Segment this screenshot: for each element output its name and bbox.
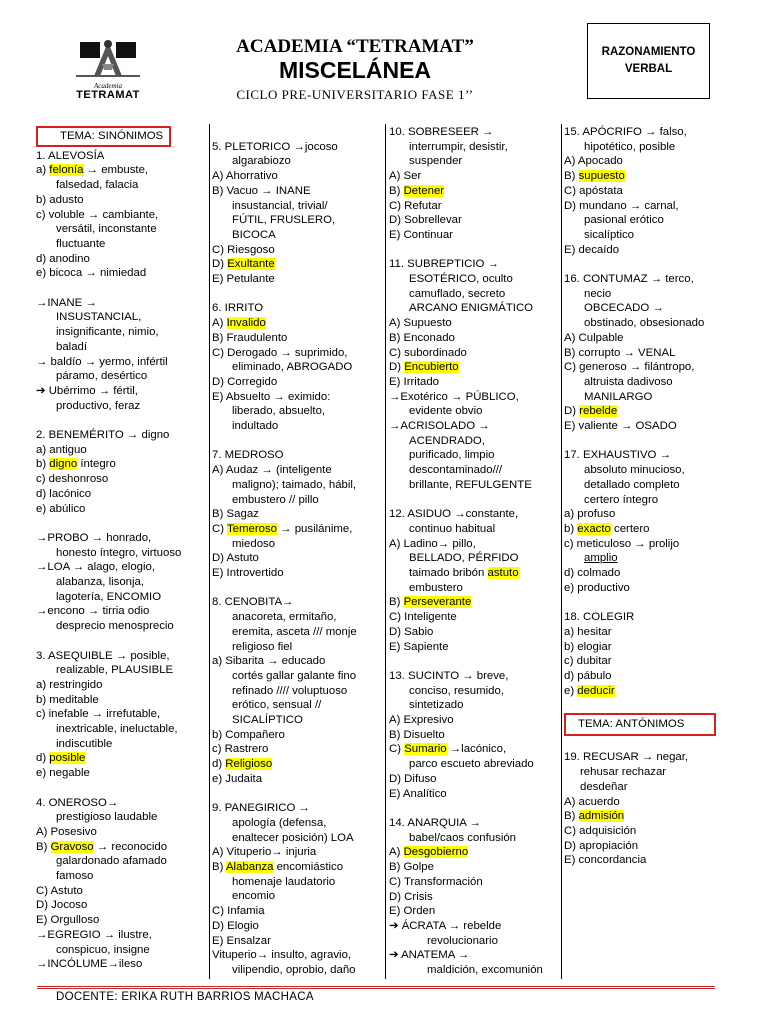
entry-line: MANILARGO	[584, 390, 653, 403]
entry-line: enaltecer posición) LOA	[232, 831, 354, 844]
entry-line: e) abúlico	[36, 502, 86, 515]
entry-line: b) elogiar	[564, 640, 612, 653]
column-divider	[561, 124, 562, 979]
subject-line-2: VERBAL	[624, 63, 673, 75]
column-1	[36, 125, 208, 972]
column-divider	[209, 124, 210, 979]
entry-line: →encono → tirria odio	[36, 605, 150, 618]
cycle-subtitle: CICLO PRE-UNIVERSITARIO FASE 1’’	[236, 87, 474, 102]
column-divider	[385, 124, 386, 979]
entry-line: 17. EXHAUSTIVO →	[564, 449, 671, 462]
spacer	[564, 434, 736, 449]
entry-line: c) voluble → cambiante,	[36, 208, 159, 221]
highlighted-answer: Perseverante	[403, 596, 472, 609]
entry-line: insustancial, trivial/	[232, 199, 328, 212]
entry-line: continuo habitual	[409, 522, 496, 535]
entry-line: a) antiguo	[36, 443, 87, 456]
entry-line: A) Ser	[389, 170, 422, 183]
entry-line: 18. COLEGIR	[564, 611, 635, 624]
entry-line: B) corrupto → VENAL	[564, 346, 676, 359]
entry-line: 11. SUBREPTICIO →	[389, 258, 499, 271]
entry-text: íntegro	[77, 458, 116, 471]
entry-text: B)	[564, 170, 579, 183]
entry-line	[36, 751, 208, 766]
entry-line: D) Astuto	[212, 552, 259, 565]
entry-line: d) colmado	[564, 567, 621, 580]
entry-line: d) pábulo	[564, 669, 612, 682]
entry-text: A)	[389, 846, 404, 859]
entry-line: 9. PANEGIRICO →	[212, 802, 310, 815]
entry-line: embustero // pillo	[232, 493, 319, 506]
entry-text: D)	[389, 361, 405, 374]
entry-line: Vituperio→ insulto, agravio,	[212, 949, 352, 962]
entry-text: encomiástico	[273, 861, 344, 874]
entry-line: sintetizado	[409, 699, 464, 712]
entry-line: purificado, limpio	[409, 449, 495, 462]
entry-line: FÚTIL, FRUSLERO,	[232, 214, 336, 227]
entry-line: E) Petulante	[212, 273, 275, 286]
entry-line: alabanza, lisonja,	[56, 576, 145, 589]
entry-line: absoluto minucioso,	[584, 464, 685, 477]
entry-line	[212, 860, 384, 875]
teacher-footer: DOCENTE: ERIKA RUTH BARRIOS MACHACA	[56, 991, 314, 1003]
highlighted-answer: Religioso	[225, 758, 273, 771]
entry-line: A) acuerdo	[564, 795, 620, 808]
entry-line: amplio	[584, 552, 618, 565]
entry-line: obstinado, obsesionado	[584, 317, 705, 330]
entry-line: D) Corregido	[212, 375, 278, 388]
entry-line: B) Sagaz	[212, 508, 259, 521]
entry-text: d)	[212, 758, 226, 771]
entry-line: ➔ Ubérrimo → fértil,	[36, 384, 138, 397]
entry-line	[564, 169, 736, 184]
spacer	[212, 434, 384, 449]
entry-line	[389, 742, 559, 757]
entry-line: maligno); taimado, hábil,	[232, 478, 357, 491]
entry-line	[564, 522, 736, 537]
entry-text: b)	[36, 458, 50, 471]
entry-line: 10. SOBRESEER →	[389, 126, 494, 138]
entry-line: B) Disuelto	[389, 728, 445, 741]
entry-line: →EGREGIO → ilustre,	[36, 928, 152, 941]
highlighted-answer: supuesto	[578, 170, 625, 183]
entry-line: hipotético, posible	[584, 140, 676, 153]
entry-line: galardonado afamado	[56, 855, 167, 868]
entry-line: ➔ ÁCRATA → rebelde	[389, 919, 502, 932]
highlighted-answer: Invalido	[226, 317, 266, 330]
entry-line: BICOCA	[232, 228, 276, 241]
entry-line: 6. IRRITO	[212, 302, 264, 315]
entry-line: c) dubitar	[564, 655, 612, 668]
entry-text: D)	[212, 258, 228, 271]
spacer	[389, 654, 559, 669]
academy-title: ACADEMIA “TETRAMAT”	[236, 36, 474, 57]
entry-line: 2. BENEMÉRITO → digno	[36, 429, 170, 442]
entry-line: e) negable	[36, 767, 90, 780]
entry-line: inextricable, ineluctable,	[56, 723, 178, 736]
entry-line: A) Audaz → (inteligente	[212, 464, 332, 477]
academy-logo	[72, 36, 144, 102]
entry-line: versátil, inconstante	[56, 223, 157, 236]
entry-line: C) Riesgoso	[212, 243, 275, 256]
entry-line: brillante, REFULGENTE	[409, 478, 532, 491]
entry-line	[36, 163, 208, 178]
entry-line: A) Culpable	[564, 331, 624, 344]
entry-line: maldición, excomunión	[427, 964, 543, 977]
entry-line	[36, 840, 208, 855]
entry-text: C)	[212, 522, 227, 535]
entry-text: D)	[564, 405, 580, 418]
topic-header	[36, 125, 208, 149]
entry-line: detallado completo	[584, 478, 680, 491]
entry-line: erótico, sensual //	[232, 699, 322, 712]
entry-line: d) anodino	[36, 252, 90, 265]
entry-line: 15. APÓCRIFO → falso,	[564, 126, 687, 138]
entry-line: C) subordinado	[389, 346, 467, 359]
entry-line: evidente obvio	[409, 405, 483, 418]
entry-line: A) Posesivo	[36, 825, 97, 838]
entry-line: C) Astuto	[36, 884, 83, 897]
entry-line: SICALÍPTICO	[232, 714, 303, 727]
entry-text: e)	[564, 684, 578, 697]
entry-line: rehusar rechazar	[580, 766, 667, 779]
entry-line: parco escueto abreviado	[409, 758, 534, 771]
entry-line: conciso, resumido,	[409, 684, 504, 697]
entry-line	[389, 184, 559, 199]
entry-line: A) Supuesto	[389, 317, 452, 330]
entry-text: certero	[610, 522, 650, 535]
spacer	[36, 781, 208, 796]
entry-line: 7. MEDROSO	[212, 449, 284, 462]
entry-line: cortés gallar galante fino	[232, 669, 357, 682]
entry-line: famoso	[56, 870, 94, 883]
entry-line: C) generoso → filántropo,	[564, 361, 695, 374]
highlighted-answer: posible	[49, 752, 86, 765]
entry-line: → baldío → yermo, infértil	[36, 355, 168, 368]
entry-line: B) Enconado	[389, 331, 455, 344]
subject-box	[587, 23, 710, 99]
entry-line: interrumpir, desistir,	[409, 140, 508, 153]
topic-header	[564, 713, 736, 736]
entry-line: babel/caos confusión	[409, 831, 517, 844]
entry-line: anacoreta, ermitaño,	[232, 611, 337, 624]
entry-line: C) apóstata	[564, 184, 623, 197]
entry-line: D) Elogio	[212, 919, 259, 932]
entry-line	[389, 845, 559, 860]
entry-line: 4. ONEROSO→	[36, 796, 119, 809]
highlighted-answer: admisión	[578, 810, 625, 823]
entry-line: descontaminado///	[409, 464, 503, 477]
entry-line: →PROBO → honrado,	[36, 531, 152, 544]
highlighted-answer: rebelde	[579, 405, 618, 418]
entry-line: A) Expresivo	[389, 714, 454, 727]
entry-line	[564, 684, 736, 699]
entry-line: realizable, PLAUSIBLE	[56, 664, 174, 677]
entry-text: A)	[212, 317, 227, 330]
entry-line: E) valiente → OSADO	[564, 420, 677, 433]
document-title: MISCELÁNEA	[278, 57, 432, 83]
highlighted-answer: deducir	[577, 684, 615, 697]
spacer	[36, 281, 208, 296]
entry-line: a) restringido	[36, 678, 103, 691]
entry-line: A) Apocado	[564, 155, 623, 168]
entry-line: desdeñar	[580, 780, 628, 793]
entry-line: homenaje laudatorio	[232, 875, 336, 888]
entry-line: D) Difuso	[389, 772, 437, 785]
entry-line: desprecio menosprecio	[56, 620, 174, 633]
spacer	[36, 516, 208, 531]
entry-line: revolucionario	[427, 934, 498, 947]
entry-line: A) Ladino→ pillo,	[389, 537, 476, 550]
entry-line: vilipendio, oprobio, daño	[232, 964, 356, 976]
entry-line: eliminado, ABROGADO	[232, 361, 353, 374]
entry-line: c) deshonroso	[36, 473, 109, 486]
highlighted-answer: digno	[49, 458, 78, 471]
entry-line: páramo, desértico	[56, 370, 148, 383]
entry-line: D) Crisis	[389, 890, 433, 903]
entry-text: B)	[389, 184, 404, 197]
entry-line: C) Infamia	[212, 905, 265, 918]
spacer	[564, 736, 736, 751]
footer-rule	[37, 988, 715, 989]
spacer	[389, 243, 559, 258]
entry-line	[212, 257, 384, 272]
entry-line: B) Fraudulento	[212, 331, 288, 344]
entry-line: D) mundano → carnal,	[564, 199, 679, 212]
entry-line: E) Analítico	[389, 787, 447, 800]
entry-line: ESOTÉRICO, oculto	[409, 273, 513, 286]
entry-line: productivo, feraz	[56, 399, 141, 412]
entry-line: 14. ANARQUIA →	[389, 816, 481, 829]
entry-line: indiscutible	[56, 737, 113, 750]
entry-line	[212, 757, 384, 772]
entry-line: fluctuante	[56, 237, 106, 250]
entry-line: necio	[584, 287, 612, 300]
entry-line: falsedad, falacia	[56, 179, 139, 192]
entry-line: BELLADO, PÉRFIDO	[409, 552, 519, 565]
entry-line: C) Derogado → suprimido,	[212, 346, 348, 359]
entry-line: 5. PLETORICO →jocoso	[212, 140, 338, 153]
entry-line: e) productivo	[564, 581, 630, 594]
entry-line	[564, 404, 736, 419]
entry-line: d) lacónico	[36, 487, 92, 500]
entry-line: C) adquisición	[564, 824, 637, 837]
entry-line: D) apropiación	[564, 839, 639, 852]
entry-text: d)	[36, 752, 50, 765]
highlighted-answer: exacto	[577, 522, 611, 535]
entry-line: 8. CENOBITA→	[212, 596, 294, 609]
entry-line: 12. ASIDUO →constante,	[389, 508, 519, 521]
entry-text: a)	[36, 164, 50, 177]
spacer	[36, 413, 208, 428]
entry-line: E) Sapiente	[389, 640, 449, 653]
entry-line: A) Ahorrativo	[212, 170, 278, 183]
entry-line: apología (defensa,	[232, 816, 327, 829]
entry-line: E) Ensalzar	[212, 934, 271, 947]
highlighted-answer: Encubierto	[404, 361, 459, 374]
highlighted-answer: felonía	[49, 164, 84, 177]
entry-text: C)	[389, 743, 405, 756]
entry-line: suspender	[409, 155, 463, 168]
entry-line: b) adusto	[36, 193, 84, 206]
entry-line	[212, 522, 384, 537]
entry-text: → reconocido	[93, 840, 168, 853]
entry-text: → pusilánime,	[277, 522, 353, 535]
entry-line: baladí	[56, 340, 88, 353]
logo-caption-brand: TETRAMAT	[76, 89, 140, 101]
entry-line: E) Orden	[389, 905, 436, 918]
entry-line: C) Transformación	[389, 875, 483, 888]
entry-line: ACENDRADO,	[409, 434, 485, 447]
entry-line: liberado, absuelto,	[232, 405, 326, 418]
entry-line: b) meditable	[36, 693, 99, 706]
entry-line: →INCÓLUME→ileso	[36, 958, 143, 971]
entry-text: B)	[212, 861, 226, 874]
entry-line: E) decaído	[564, 243, 620, 256]
entry-line: E) Continuar	[389, 228, 453, 241]
entry-text: B)	[564, 810, 579, 823]
entry-line: conspicuo, insigne	[56, 943, 150, 956]
logo-emblem-icon	[72, 36, 144, 84]
entry-line	[564, 809, 736, 824]
entry-line	[212, 316, 384, 331]
spacer	[212, 125, 384, 140]
entry-line	[389, 360, 559, 375]
entry-text: → embuste,	[83, 164, 149, 177]
entry-line: c) inefable → irrefutable,	[36, 708, 161, 721]
entry-line: E) Introvertido	[212, 567, 284, 580]
entry-line: indultado	[232, 420, 279, 433]
entry-line: altruista dadivoso	[584, 375, 673, 388]
spacer	[389, 801, 559, 816]
spacer	[212, 287, 384, 302]
entry-line: embustero	[409, 581, 463, 594]
entry-line: B) Vacuo → INANE	[212, 184, 311, 197]
entry-line: E) Irritado	[389, 375, 440, 388]
entry-line: 3. ASEQUIBLE → posible,	[36, 649, 170, 662]
highlighted-answer: Alabanza	[225, 861, 274, 874]
entry-line: eremita, asceta /// monje	[232, 625, 357, 638]
entry-line: D) Sobrellevar	[389, 214, 462, 227]
spacer	[564, 698, 736, 713]
entry-text: taimado bribón	[409, 567, 488, 580]
entry-line: e) bicoca → nimiedad	[36, 267, 147, 280]
logo-caption-small: Academia	[94, 82, 122, 90]
entry-line: 19. RECUSAR → negar,	[564, 751, 689, 764]
entry-line: ARCANO ENIGMÁTICO	[409, 302, 534, 315]
entry-line: c) Rastrero	[212, 743, 269, 756]
spacer	[36, 634, 208, 649]
entry-line: a) hesitar	[564, 625, 612, 638]
entry-line: 13. SUCINTO → breve,	[389, 669, 509, 682]
entry-line: certero íntegro	[584, 493, 659, 506]
entry-text: B)	[389, 596, 404, 609]
highlighted-answer: Gravoso	[50, 840, 94, 853]
column-4	[564, 125, 736, 868]
entry-text: →lacónico,	[446, 743, 507, 756]
spacer	[564, 595, 736, 610]
entry-line: refinado //// voluptuoso	[232, 684, 348, 697]
entry-line: OBCECADO →	[584, 302, 664, 315]
entry-line: B) Golpe	[389, 861, 434, 874]
entry-text: B)	[36, 840, 51, 853]
topic-label: TEMA: ANTÓNIMOS	[564, 713, 716, 736]
highlighted-answer: Exultante	[227, 258, 275, 271]
entry-line: D) Jocoso	[36, 899, 88, 912]
entry-line: encomio	[232, 890, 276, 903]
entry-text: b)	[564, 522, 578, 535]
entry-line: camuflado, secreto	[409, 287, 506, 300]
entry-line: prestigioso laudable	[56, 811, 158, 824]
entry-line	[389, 566, 559, 581]
entry-line: miedoso	[232, 537, 276, 550]
highlighted-answer: Temeroso	[226, 522, 277, 535]
entry-line: INSUSTANCIAL,	[56, 311, 142, 324]
highlighted-answer: astuto	[487, 567, 519, 580]
spacer	[212, 581, 384, 596]
entry-line: E) concordancia	[564, 854, 647, 867]
entry-line: →Exotérico → PÚBLICO,	[389, 390, 519, 403]
entry-line: 1. ALEVOSÍA	[36, 149, 105, 162]
entry-line: c) meticuloso → prolijo	[564, 537, 680, 550]
entry-line: A) Vituperio→ injuria	[212, 846, 317, 859]
entry-line	[389, 595, 559, 610]
subject-line-1: RAZONAMIENTO	[601, 46, 696, 58]
entry-line: a) Sibarita → educado	[212, 655, 326, 668]
entry-line	[36, 457, 208, 472]
entry-line: insignificante, nimio,	[56, 326, 159, 339]
entry-line: →LOA → alago, elogio,	[36, 561, 156, 574]
entry-line: honesto íntegro, virtuoso	[56, 546, 182, 559]
entry-line: C) Refutar	[389, 199, 442, 212]
spacer	[389, 493, 559, 508]
entry-line: E) Absuelto → eximido:	[212, 390, 331, 403]
topic-label: TEMA: SINÓNIMOS	[36, 126, 171, 147]
entry-line: a) profuso	[564, 508, 616, 521]
footer-rule	[37, 986, 715, 987]
column-2	[212, 125, 384, 978]
entry-line: religioso fiel	[232, 640, 293, 653]
entry-line: ➔ ANATEMA →	[389, 949, 470, 962]
entry-line: E) Orgulloso	[36, 914, 100, 927]
entry-line: b) Compañero	[212, 728, 285, 741]
entry-line: D) Sabio	[389, 625, 434, 638]
entry-line: algarabiozo	[232, 155, 291, 168]
entry-line: 16. CONTUMAZ → terco,	[564, 273, 694, 286]
entry-line: e) Judaita	[212, 772, 263, 785]
highlighted-answer: Sumario	[404, 743, 447, 756]
entry-line: →INANE →	[36, 296, 97, 309]
highlighted-answer: Desgobierno	[403, 846, 469, 859]
entry-line: →ACRISOLADO →	[389, 420, 490, 433]
column-3	[389, 125, 559, 978]
spacer	[212, 787, 384, 802]
entry-line: sicalíptico	[584, 228, 635, 241]
spacer	[564, 257, 736, 272]
entry-line: C) Inteligente	[389, 611, 457, 624]
highlighted-answer: Detener	[403, 184, 445, 197]
entry-line: pasional erótico	[584, 214, 664, 227]
entry-line: lagotería, ENCOMIO	[56, 590, 162, 603]
